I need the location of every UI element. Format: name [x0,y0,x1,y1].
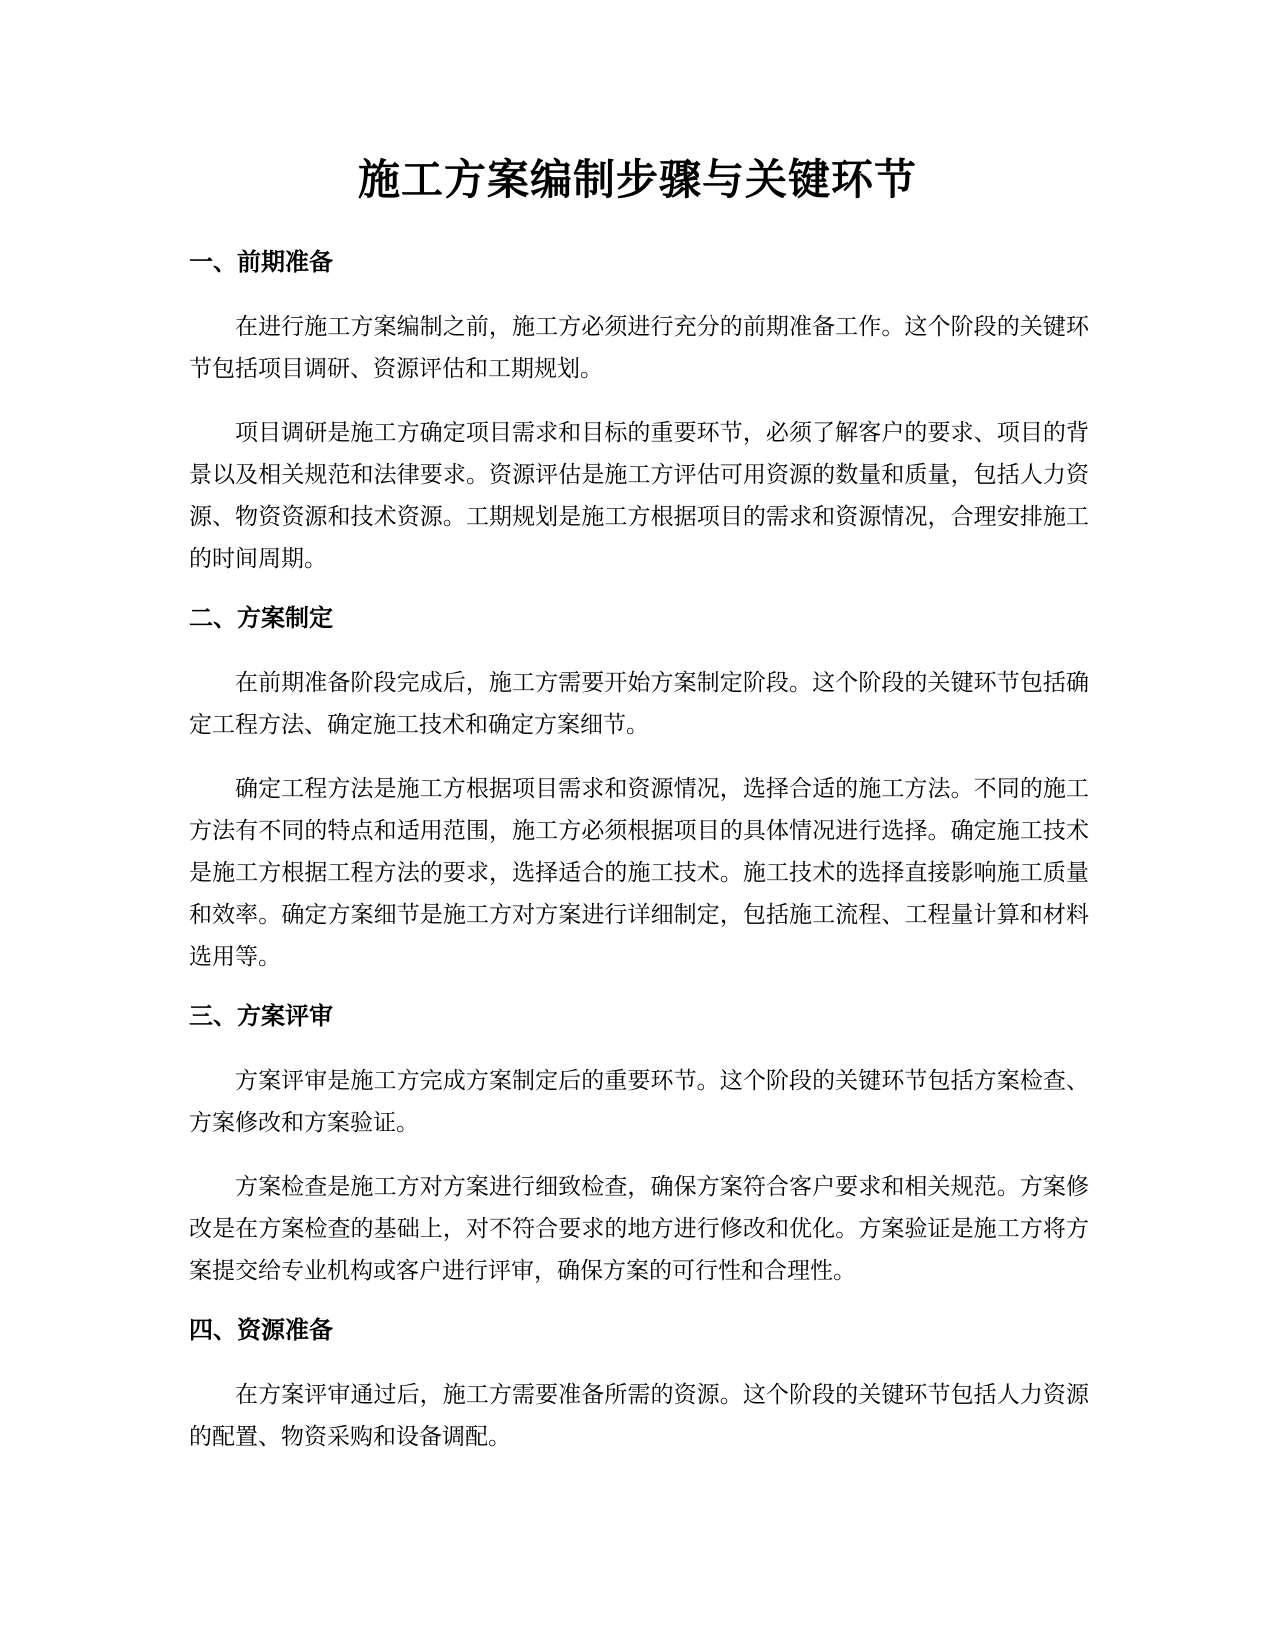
section-heading: 二、方案制定 [189,604,333,632]
paragraph: 方案评审是施工方完成方案制定后的重要环节。这个阶段的关键环节包括方案检查、方案修改和方案验证。 [189,1068,1089,1136]
section-plan-formulation [189,602,1089,978]
paragraph: 在进行施工方案编制之前，施工方必须进行充分的前期准备工作。这个阶段的关键环节包括项目调研、资源评估和工期规划。 [189,314,1089,382]
section-preparation [189,246,1089,580]
paragraph: 项目调研是施工方确定项目需求和目标的重要环节，必须了解客户的要求、项目的背景以及相关规范和法律要求。资源评估是施工方评估可用资源的数量和质量，包括人力资源、物资资源和技术资源。工期规划是施工方根据项目的需求和资源情况，合理安排施工的时间周期。 [189,420,1089,572]
section-heading: 一、前期准备 [189,248,333,276]
paragraph: 确定工程方法是施工方根据项目需求和资源情况，选择合适的施工方法。不同的施工方法有不同的特点和适用范围，施工方必须根据项目的具体情况进行选择。确定施工技术是施工方根据工程方法的要求，选择适合的施工技术。施工技术的选择直接影响施工质量和效率。确定方案细节是施工方对方案进行详细制定，包括施工流程、工程量计算和材料选用等。 [189,776,1089,970]
document-body [189,246,1089,1480]
paragraph: 方案检查是施工方对方案进行细致检查，确保方案符合客户要求和相关规范。方案修改是在方案检查的基础上，对不符合要求的地方进行修改和优化。方案验证是施工方将方案提交给专业机构或客户进行评审，确保方案的可行性和合理性。 [189,1174,1089,1284]
section-heading: 四、资源准备 [189,1316,333,1344]
section-resource-preparation [189,1314,1089,1458]
section-plan-review [189,1000,1089,1292]
document-title: 施工方案编制步骤与关键环节 [357,155,917,204]
paragraph: 在方案评审通过后，施工方需要准备所需的资源。这个阶段的关键环节包括人力资源的配置、物资采购和设备调配。 [189,1382,1089,1450]
paragraph: 在前期准备阶段完成后，施工方需要开始方案制定阶段。这个阶段的关键环节包括确定工程方法、确定施工技术和确定方案细节。 [189,670,1089,738]
section-heading: 三、方案评审 [189,1002,333,1030]
